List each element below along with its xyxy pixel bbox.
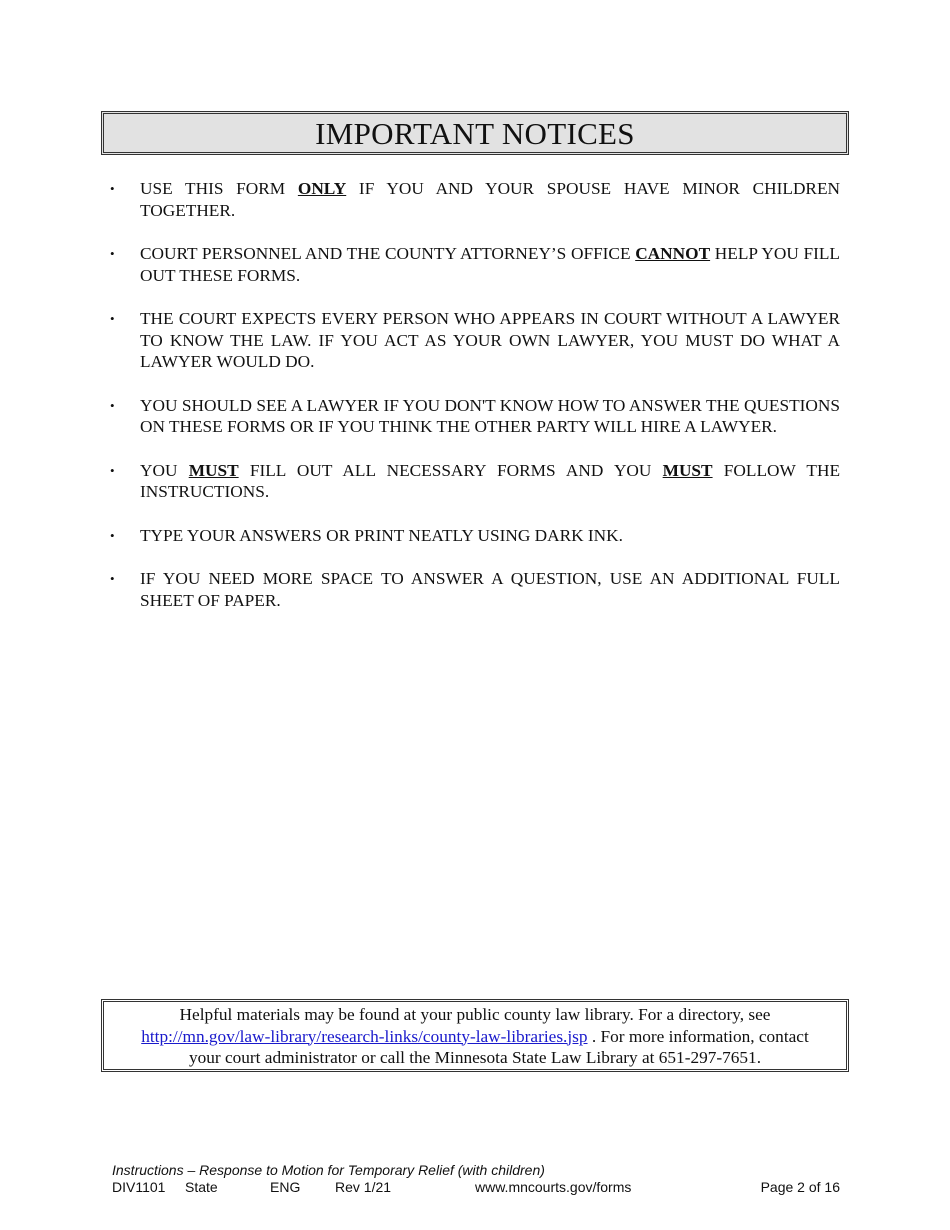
footer-form-title: Instructions – Response to Motion for Temporary Relief (with children)	[112, 1162, 545, 1178]
library-info-line-1: Helpful materials may be found at your public county law library. For a directory, see	[179, 1005, 771, 1024]
notice-text	[140, 179, 840, 220]
notice-text-segment: YOU	[140, 460, 189, 480]
notice-text-segment: YOU SHOULD SEE A LAWYER IF YOU DON'T KNOW HOW TO ANSWER THE QUESTIONS ON THESE FORMS OR IF YOU THINK THE OTHER PARTY WILL HIRE A LAWYER.	[140, 395, 840, 436]
notice-text-segment: FOLLOW THE INSTRUCTIONS.	[140, 460, 841, 501]
bullet-icon: •	[110, 527, 115, 543]
notice-text	[140, 396, 840, 437]
notice-text-segment: HELP YOU FILL OUT THESE FORMS.	[140, 244, 840, 285]
footer-scope: State	[185, 1179, 218, 1195]
notice-item	[110, 395, 840, 438]
library-info-line-2	[104, 1026, 846, 1048]
notice-text	[140, 526, 623, 545]
bullet-icon: •	[110, 246, 115, 261]
notice-text-segment: IF YOU AND YOUR SPOUSE HAVE MINOR CHILDREN TOGETHER.	[140, 179, 840, 220]
notices-list	[110, 178, 840, 633]
notice-text-segment: IF YOU NEED MORE SPACE TO ANSWER A QUESTION, USE AN ADDITIONAL FULL SHEET OF PAPER.	[140, 569, 840, 610]
notices-title-box	[101, 111, 849, 155]
bullet-icon: •	[110, 311, 115, 326]
notice-item	[110, 460, 840, 503]
page-title: IMPORTANT NOTICES	[315, 115, 635, 151]
notice-text	[140, 244, 840, 285]
emphasized-word: ONLY	[297, 179, 347, 198]
notice-text	[140, 569, 840, 610]
notice-text	[140, 461, 840, 502]
notice-item	[110, 178, 840, 221]
notice-text-segment: TYPE YOUR ANSWERS OR PRINT NEATLY USING DARK INK.	[140, 525, 623, 545]
notice-text-segment: USE THIS FORM	[140, 179, 298, 198]
emphasized-word: MUST	[188, 460, 239, 480]
notice-text-segment: FILL OUT ALL NECESSARY FORMS AND YOU	[238, 460, 663, 480]
notice-item	[110, 568, 840, 611]
notice-text-segment: THE COURT EXPECTS EVERY PERSON WHO APPEARS IN COURT WITHOUT A LAWYER TO KNOW THE LAW. IF YOU ACT AS YOUR OWN LAWYER, YOU MUST DO WHAT A LAWYER WOULD DO.	[140, 309, 840, 371]
page-footer	[112, 1162, 840, 1196]
library-info-after-link: . For more information, contact	[587, 1026, 809, 1046]
bullet-icon: •	[110, 571, 115, 586]
law-library-directory-link[interactable]: http://mn.gov/law-library/research-links/county-law-libraries.jsp	[141, 1026, 588, 1046]
notice-item	[110, 525, 840, 547]
footer-revision: Rev 1/21	[335, 1179, 392, 1195]
bullet-icon: •	[110, 462, 115, 478]
footer-meta-row	[112, 1179, 840, 1196]
footer-language: ENG	[270, 1179, 301, 1195]
emphasized-word: CANNOT	[635, 244, 711, 263]
notice-item	[110, 308, 840, 373]
notice-text-segment: COURT PERSONNEL AND THE COUNTY ATTORNEY’S OFFICE	[140, 244, 636, 263]
bullet-icon: •	[110, 397, 115, 413]
notice-item	[110, 243, 840, 286]
footer-form-id: DIV1101	[112, 1179, 166, 1195]
emphasized-word: MUST	[662, 460, 713, 480]
library-info-line-3: your court administrator or call the Minnesota State Law Library at 651-297-7651.	[188, 1048, 762, 1067]
notice-text	[140, 309, 840, 371]
bullet-icon: •	[110, 181, 115, 196]
footer-page-number: Page 2 of 16	[760, 1179, 840, 1195]
footer-website: www.mncourts.gov/forms	[475, 1179, 632, 1195]
library-info-box	[101, 999, 849, 1072]
